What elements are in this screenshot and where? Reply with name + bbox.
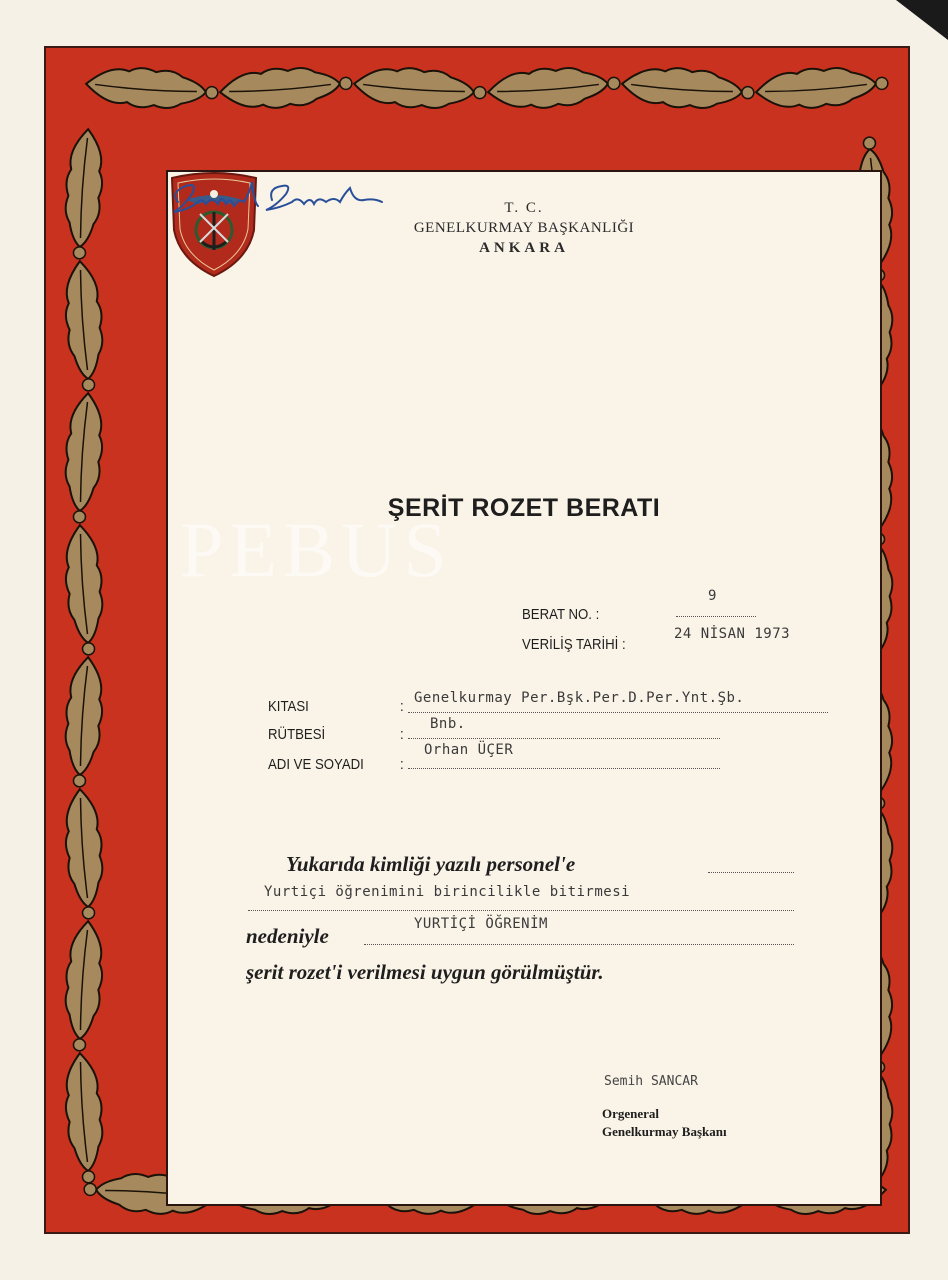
unit-line bbox=[408, 712, 828, 713]
name-label: ADI VE SOYADI bbox=[268, 756, 364, 773]
acorn bbox=[73, 511, 85, 523]
statement-line1-dots bbox=[708, 872, 794, 873]
acorn bbox=[83, 1171, 95, 1183]
signatory-position: Genelkurmay Başkanı bbox=[602, 1124, 727, 1139]
unit-colon: : bbox=[400, 698, 404, 715]
berat-no-label: BERAT NO. : bbox=[522, 606, 600, 623]
oak-leaf bbox=[85, 64, 207, 111]
issue-date-label: VERİLİŞ TARİHİ : bbox=[522, 636, 626, 653]
name-value: Orhan ÜÇER bbox=[424, 742, 514, 758]
acorn bbox=[876, 77, 888, 89]
rank-value: Bnb. bbox=[430, 716, 466, 732]
oak-leaf bbox=[62, 128, 106, 248]
oak-leaf bbox=[219, 64, 341, 111]
oak-leaf bbox=[62, 392, 106, 512]
handwritten-signature bbox=[168, 172, 392, 220]
signatory-typed-name: Semih SANCAR bbox=[604, 1074, 698, 1089]
oak-leaf bbox=[62, 920, 106, 1040]
oak-leaf bbox=[755, 64, 877, 111]
acorn bbox=[340, 77, 352, 89]
statement-line1: Yukarıda kimliği yazılı personel'e bbox=[286, 852, 576, 876]
acorn bbox=[73, 247, 85, 259]
acorn bbox=[84, 1183, 96, 1195]
acorn bbox=[73, 775, 85, 787]
decorative-leaf-border bbox=[44, 46, 910, 1234]
statement-reason-category: YURTİÇİ ÖĞRENİM bbox=[414, 916, 548, 932]
statement-category-line bbox=[364, 944, 794, 945]
acorn bbox=[608, 77, 620, 89]
watermark: PEBUS bbox=[180, 506, 453, 593]
torn-corner bbox=[896, 0, 948, 40]
header-institution: GENELKURMAY BAŞKANLIĞI bbox=[413, 220, 635, 236]
unit-label: KITASI bbox=[268, 698, 309, 715]
certificate-body bbox=[166, 170, 882, 1206]
acorn bbox=[83, 907, 95, 919]
name-line bbox=[408, 768, 720, 769]
header-tc: T. C. bbox=[504, 200, 544, 216]
berat-no-line bbox=[676, 616, 756, 617]
name-colon: : bbox=[400, 756, 404, 773]
acorn bbox=[206, 87, 218, 99]
oak-leaf bbox=[62, 524, 106, 644]
oak-leaf bbox=[62, 260, 106, 380]
acorn bbox=[83, 379, 95, 391]
statement-reason-typed: Yurtiçi öğrenimini birincilikle bitirmesi bbox=[264, 884, 631, 900]
acorn bbox=[742, 87, 754, 99]
statement-line3: şerit rozet'i verilmesi uygun görülmüştür. bbox=[246, 960, 604, 984]
issue-date-value: 24 NİSAN 1973 bbox=[674, 626, 791, 642]
header-city: ANKARA bbox=[479, 240, 569, 256]
oak-leaf bbox=[621, 64, 743, 111]
berat-no-value: 9 bbox=[708, 588, 717, 604]
statement-reason-line bbox=[248, 910, 794, 911]
oak-leaf bbox=[62, 656, 106, 776]
rank-label: RÜTBESİ bbox=[268, 726, 326, 743]
acorn bbox=[83, 643, 95, 655]
rank-colon: : bbox=[400, 726, 404, 743]
oak-leaf bbox=[353, 64, 475, 111]
acorn bbox=[863, 137, 875, 149]
oak-leaf bbox=[487, 64, 609, 111]
rank-line bbox=[408, 738, 720, 739]
signatory-rank: Orgeneral bbox=[602, 1106, 660, 1121]
oak-leaf bbox=[62, 1052, 106, 1172]
oak-leaf bbox=[62, 788, 106, 908]
acorn bbox=[474, 87, 486, 99]
unit-value: Genelkurmay Per.Bşk.Per.D.Per.Ynt.Şb. bbox=[414, 690, 745, 706]
certificate-title: ŞERİT ROZET BERATI bbox=[387, 494, 661, 522]
acorn bbox=[73, 1039, 85, 1051]
statement-line2: nedeniyle bbox=[246, 924, 329, 948]
